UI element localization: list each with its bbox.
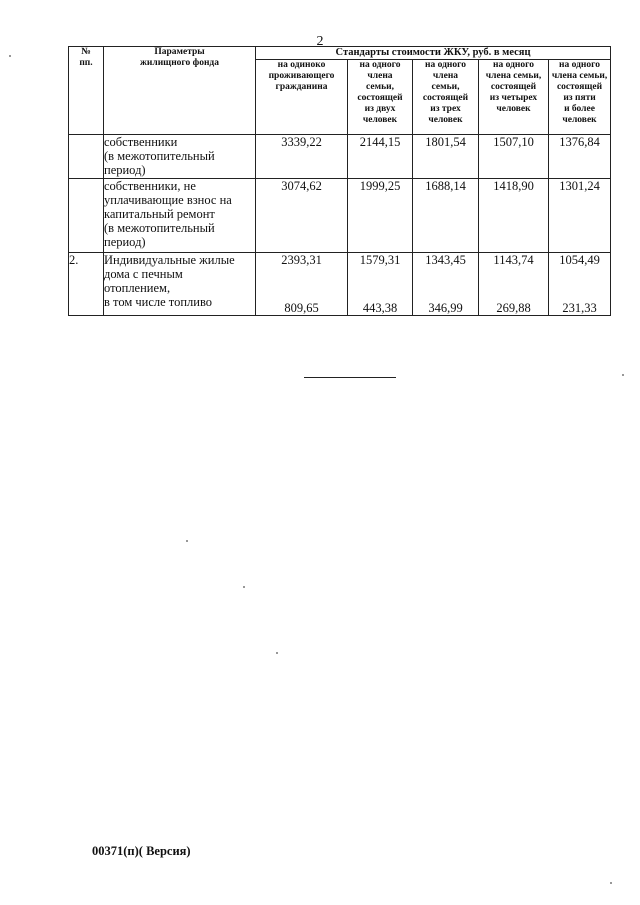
row-number: 2.	[69, 253, 104, 316]
value-cell: 1507,10	[479, 135, 549, 179]
scan-speck	[276, 652, 278, 654]
page-number: 2	[316, 34, 324, 49]
section-divider	[304, 377, 396, 378]
table-row	[69, 253, 611, 316]
housing-cost-standards-table	[68, 46, 611, 316]
footer-document-code: 00371(п)( Версия)	[92, 844, 191, 858]
row-label: собственники, не уплачивающие взнос на капитальный ремонт (в межотопительный период)	[104, 179, 256, 253]
table-row	[69, 135, 611, 179]
fuel-value: 346,99	[428, 301, 463, 315]
table-row	[69, 179, 611, 253]
header-parameters: Параметры жилищного фонда	[104, 47, 256, 135]
row-number	[69, 135, 104, 179]
header-col-five-plus: на одного члена семьи, состоящей из пяти и более человек	[549, 60, 611, 135]
scan-speck	[186, 540, 188, 542]
value-cell: 1418,90	[479, 179, 549, 253]
header-col-two: на одного члена семьи, состоящей из двух человек	[348, 60, 413, 135]
scan-speck	[610, 882, 612, 884]
value-cell: 1301,24	[549, 179, 611, 253]
total-value: 1143,74	[493, 253, 534, 267]
total-value: 2393,31	[281, 253, 322, 267]
fuel-value: 443,38	[362, 301, 398, 315]
total-value: 1054,49	[559, 253, 600, 267]
value-cell	[479, 253, 549, 316]
value-cell: 1688,14	[413, 179, 479, 253]
value-cell: 1801,54	[413, 135, 479, 179]
value-cell	[413, 253, 479, 316]
value-cell: 3074,62	[256, 179, 348, 253]
value-cell: 1376,84	[549, 135, 611, 179]
total-value: 1343,45	[425, 253, 466, 267]
row-label: Индивидуальные жилые дома с печным отоплением, в том числе топливо	[104, 253, 256, 316]
row-number	[69, 179, 104, 253]
fuel-value: 809,65	[284, 301, 319, 315]
value-cell	[256, 253, 348, 316]
value-cell	[348, 253, 413, 316]
value-cell: 2144,15	[348, 135, 413, 179]
header-col-four: на одного члена семьи, состоящей из четырех человек	[479, 60, 549, 135]
row-label: собственники (в межотопительный период)	[104, 135, 256, 179]
header-col-three: на одного члена семьи, состоящей из трех человек	[413, 60, 479, 135]
header-standards: Стандарты стоимости ЖКУ, руб. в месяц	[256, 47, 611, 60]
value-cell	[549, 253, 611, 316]
value-cell: 1999,25	[348, 179, 413, 253]
fuel-value: 231,33	[562, 301, 597, 315]
value-cell: 3339,22	[256, 135, 348, 179]
scan-speck	[9, 55, 11, 57]
header-number: № пп.	[69, 47, 104, 135]
fuel-value: 269,88	[496, 301, 531, 315]
scan-speck	[622, 374, 624, 376]
header-col-single: на одиноко проживающего гражданина	[256, 60, 348, 135]
total-value: 1579,31	[359, 253, 401, 267]
scan-speck	[243, 586, 245, 588]
